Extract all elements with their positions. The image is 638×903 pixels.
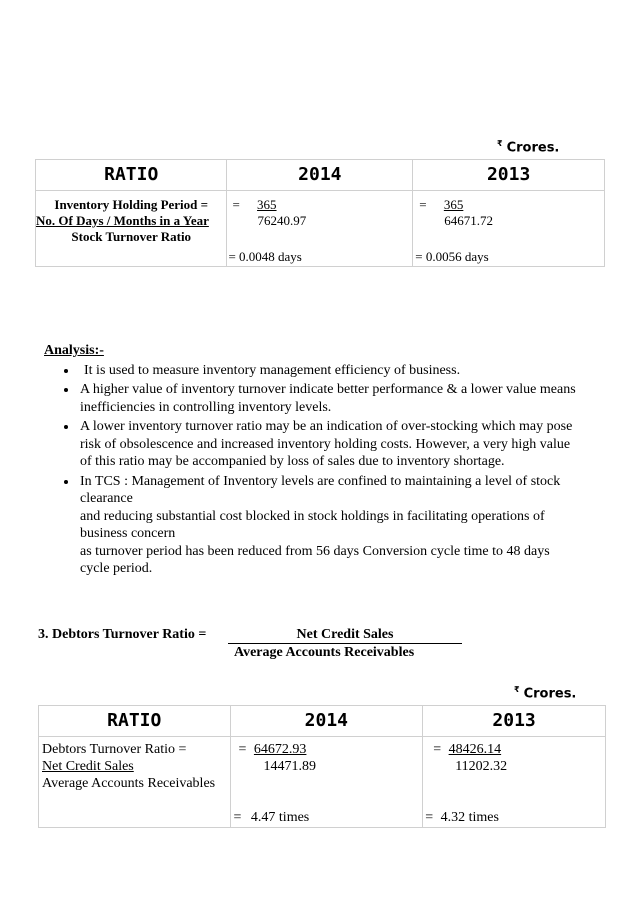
denominator: 76240.97	[257, 213, 307, 228]
header-ratio: RATIO	[36, 160, 227, 191]
header-2014: 2014	[227, 160, 413, 191]
debtors-denominator: Average Accounts Receivables	[234, 645, 415, 660]
result: 4.47 times	[250, 810, 310, 825]
equals-sign: =	[232, 197, 240, 212]
list-item: • In TCS : Management of Inventory levels are confined to maintaining a level of stock clearance and reducing substantial cost blocked in stock holdings in facilitating operations of business concern as turnover period has been reduced from 56 days Conversion cycle time to 48 days cycle period.	[78, 473, 614, 578]
analysis-heading: Analysis:-	[44, 343, 104, 358]
currency-unit: Crores.	[523, 686, 577, 702]
result: 4.32 times	[440, 810, 499, 825]
list-item: • It is used to measure inventory management efficiency of business.	[78, 362, 614, 380]
label-line-1: Debtors Turnover Ratio =	[42, 742, 187, 757]
numerator: 365	[443, 197, 464, 212]
denominator: 11202.32	[455, 759, 508, 774]
numerator: 64672.93	[253, 742, 307, 757]
header-ratio: RATIO	[39, 706, 231, 737]
analysis-section	[44, 342, 614, 580]
ratio-label-cell	[36, 191, 227, 267]
equals-sign: =	[238, 742, 247, 757]
label-line-2: Net Credit Sales	[42, 759, 134, 774]
currency-note	[514, 685, 576, 701]
debtors-numerator: Net Credit Sales	[228, 627, 462, 644]
numerator: 365	[257, 197, 277, 212]
result: = 0.0056 days	[415, 249, 489, 264]
label-line-3: Stock Turnover Ratio	[71, 229, 192, 244]
value-2014-cell	[227, 191, 413, 267]
analysis-list	[44, 362, 614, 578]
rupee-icon: ₹	[497, 139, 503, 148]
inventory-ratio-table	[35, 159, 605, 267]
rupee-icon: ₹	[514, 685, 520, 694]
label-line-1: Inventory Holding Period =	[54, 197, 209, 212]
value-2013-cell	[413, 191, 605, 267]
debtors-ratio-label: 3. Debtors Turnover Ratio =	[38, 627, 207, 642]
debtors-ratio-table	[38, 705, 606, 828]
label-line-2: No. Of Days / Months in a Year	[36, 213, 209, 228]
ratio-label-cell	[39, 737, 231, 828]
list-item: • A lower inventory turnover ratio may be an indication of over-stocking which may pose risk of obsolescence and increased inventory holding costs. However, a very high value of this ratio may be accompanied by loss of sales due to inventory shortage.	[78, 418, 614, 471]
header-2013: 2013	[413, 160, 605, 191]
header-2014: 2014	[230, 706, 423, 737]
denominator: 64671.72	[444, 213, 493, 228]
result: = 0.0048 days	[228, 249, 302, 264]
value-2014-cell	[230, 737, 423, 828]
equals-sign: =	[419, 197, 427, 212]
numerator: 48426.14	[448, 742, 502, 757]
value-2013-cell	[423, 737, 606, 828]
currency-unit: Crores.	[506, 140, 560, 156]
list-item: • A higher value of inventory turnover indicate better performance & a lower value means inefficiencies in controlling inventory levels.	[78, 381, 614, 416]
denominator: 14471.89	[263, 759, 317, 774]
equals-sign: =	[233, 810, 242, 825]
equals-sign: =	[433, 742, 442, 757]
label-line-3: Average Accounts Receivables	[42, 776, 216, 791]
header-2013: 2013	[423, 706, 606, 737]
equals-sign: =	[425, 810, 434, 825]
currency-note	[497, 139, 559, 155]
